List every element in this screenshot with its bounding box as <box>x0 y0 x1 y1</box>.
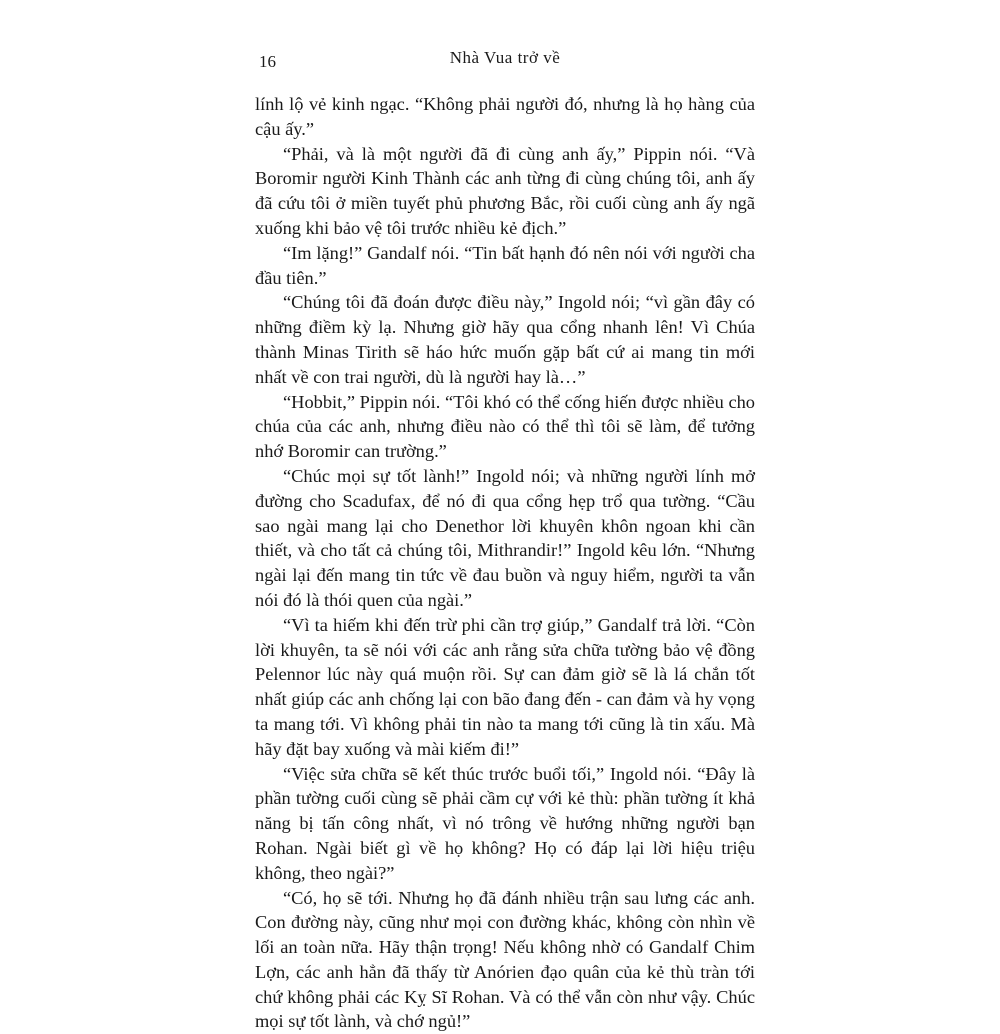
paragraph: “Im lặng!” Gandalf nói. “Tin bất hạnh đó nên nói với người cha đầu tiên.” <box>255 241 755 291</box>
paragraph: “Phải, và là một người đã đi cùng anh ấy,” Pippin nói. “Và Boromir người Kinh Thành các anh từng đi cùng chúng tôi, anh ấy đã cứu tôi ở miền tuyết phủ phương Bắc, rồi cuối cùng anh ấy ngã xuống khi bảo vệ tôi trước nhiều kẻ địch.” <box>255 142 755 241</box>
paragraph: “Có, họ sẽ tới. Nhưng họ đã đánh nhiều trận sau lưng các anh. Con đường này, cũng như mọi con đường khác, không còn nhìn về lối an toàn nữa. Hãy thận trọng! Nếu không nhờ có Gandalf Chim Lợn, các anh hẳn đã thấy từ Anórien đạo quân của kẻ thù tràn tới chứ không phải các Kỵ Sĩ Rohan. Và có thể vẫn còn như vậy. Chúc mọi sự tốt lành, và chớ ngủ!” <box>255 886 755 1034</box>
paragraph: “Hobbit,” Pippin nói. “Tôi khó có thể cống hiến được nhiều cho chúa của các anh, nhưng điều nào có thể thì tôi sẽ làm, để tưởng nhớ Boromir can trường.” <box>255 390 755 464</box>
book-page <box>255 46 755 986</box>
running-title: Nhà Vua trở về <box>255 48 755 68</box>
paragraph: “Việc sửa chữa sẽ kết thúc trước buổi tối,” Ingold nói. “Đây là phần tường cuối cùng sẽ phải cầm cự với kẻ thù: phần tường ít khả năng bị tấn công nhất, vì nó trông về hướng những người bạn Rohan. Ngài biết gì về họ không? Họ có đáp lại lời hiệu triệu không, theo ngài?” <box>255 762 755 886</box>
paragraph: “Chúc mọi sự tốt lành!” Ingold nói; và những người lính mở đường cho Scadufax, để nó đi qua cổng hẹp trổ qua tường. “Cầu sao ngài mang lại cho Denethor lời khuyên khôn ngoan khi cần thiết, và cho tất cả chúng tôi, Mithrandir!” Ingold kêu lớn. “Nhưng ngài lại đến mang tin tức về đau buồn và nguy hiểm, người ta vẫn nói đó là thói quen của ngài.” <box>255 464 755 613</box>
page-number: 16 <box>259 52 276 72</box>
paragraph: lính lộ vẻ kinh ngạc. “Không phải người đó, nhưng là họ hàng của cậu ấy.” <box>255 92 755 142</box>
page-header <box>255 46 755 80</box>
body-text <box>255 92 755 1034</box>
paragraph: “Chúng tôi đã đoán được điều này,” Ingold nói; “vì gần đây có những điềm kỳ lạ. Nhưng giờ hãy qua cổng nhanh lên! Vì Chúa thành Minas Tirith sẽ háo hức muốn gặp bất cứ ai mang tin mới nhất về con trai người, dù là người hay là…” <box>255 290 755 389</box>
paragraph: “Vì ta hiếm khi đến trừ phi cần trợ giúp,” Gandalf trả lời. “Còn lời khuyên, ta sẽ nói với các anh rằng sửa chữa tường bảo vệ đồng Pelennor lúc này quá muộn rồi. Sự can đảm giờ sẽ là lá chắn tốt nhất giúp các anh chống lại con bão đang đến - can đảm và hy vọng ta mang tới. Vì không phải tin nào ta mang tới cũng là tin xấu. Mà hãy đặt bay xuống và mài kiếm đi!” <box>255 613 755 762</box>
